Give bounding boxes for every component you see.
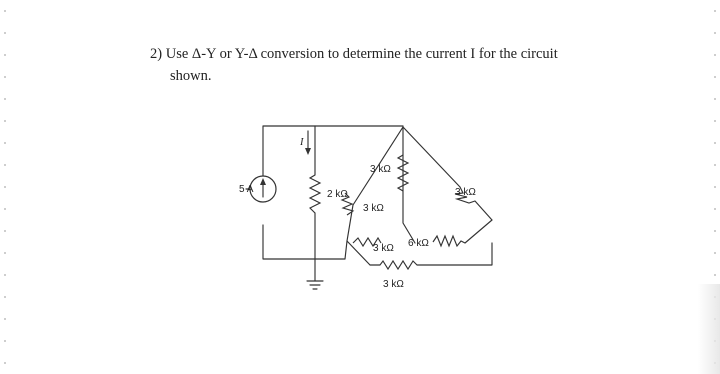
- current-label: I: [300, 137, 304, 148]
- left-edge-dots: [0, 0, 10, 374]
- center-node-wire: [403, 155, 415, 243]
- circuit-svg: [195, 115, 515, 295]
- label-r-top: 3 kΩ: [370, 164, 391, 175]
- circuit-diagram: [195, 115, 515, 295]
- ground-lines: [307, 281, 323, 289]
- label-r-right: 3 kΩ: [455, 187, 476, 198]
- label-r-center: 3 kΩ: [363, 203, 384, 214]
- label-r-2k: 2 kΩ: [327, 189, 348, 200]
- problem-statement: [150, 43, 620, 87]
- problem-number: 2): [150, 46, 163, 62]
- page-shadow: [698, 284, 720, 374]
- source-label: 5 A: [239, 184, 254, 195]
- problem-text-line-1: Use Δ-Y or Y-Δ conversion to determine the current I for the circuit: [165, 46, 558, 62]
- triangle-base-right: [465, 220, 492, 243]
- label-r-inner-right: 6 kΩ: [408, 238, 429, 249]
- resistor-inner-right-zigzag: [433, 236, 465, 246]
- problem-line-1: [150, 43, 620, 65]
- label-r-inner-left: 3 kΩ: [373, 243, 394, 254]
- triangle-right-edge: [403, 127, 492, 220]
- triangle-base-left: [347, 205, 370, 265]
- label-r-bottom: 3 kΩ: [383, 279, 404, 290]
- resistor-bottom-zigzag: [380, 261, 417, 269]
- resistor-2k-zigzag: [310, 175, 320, 213]
- left-to-center-wire: [315, 241, 347, 259]
- problem-text-line-2: shown.: [170, 68, 212, 84]
- current-arrow-head: [305, 148, 311, 155]
- ground-symbol: [307, 281, 323, 289]
